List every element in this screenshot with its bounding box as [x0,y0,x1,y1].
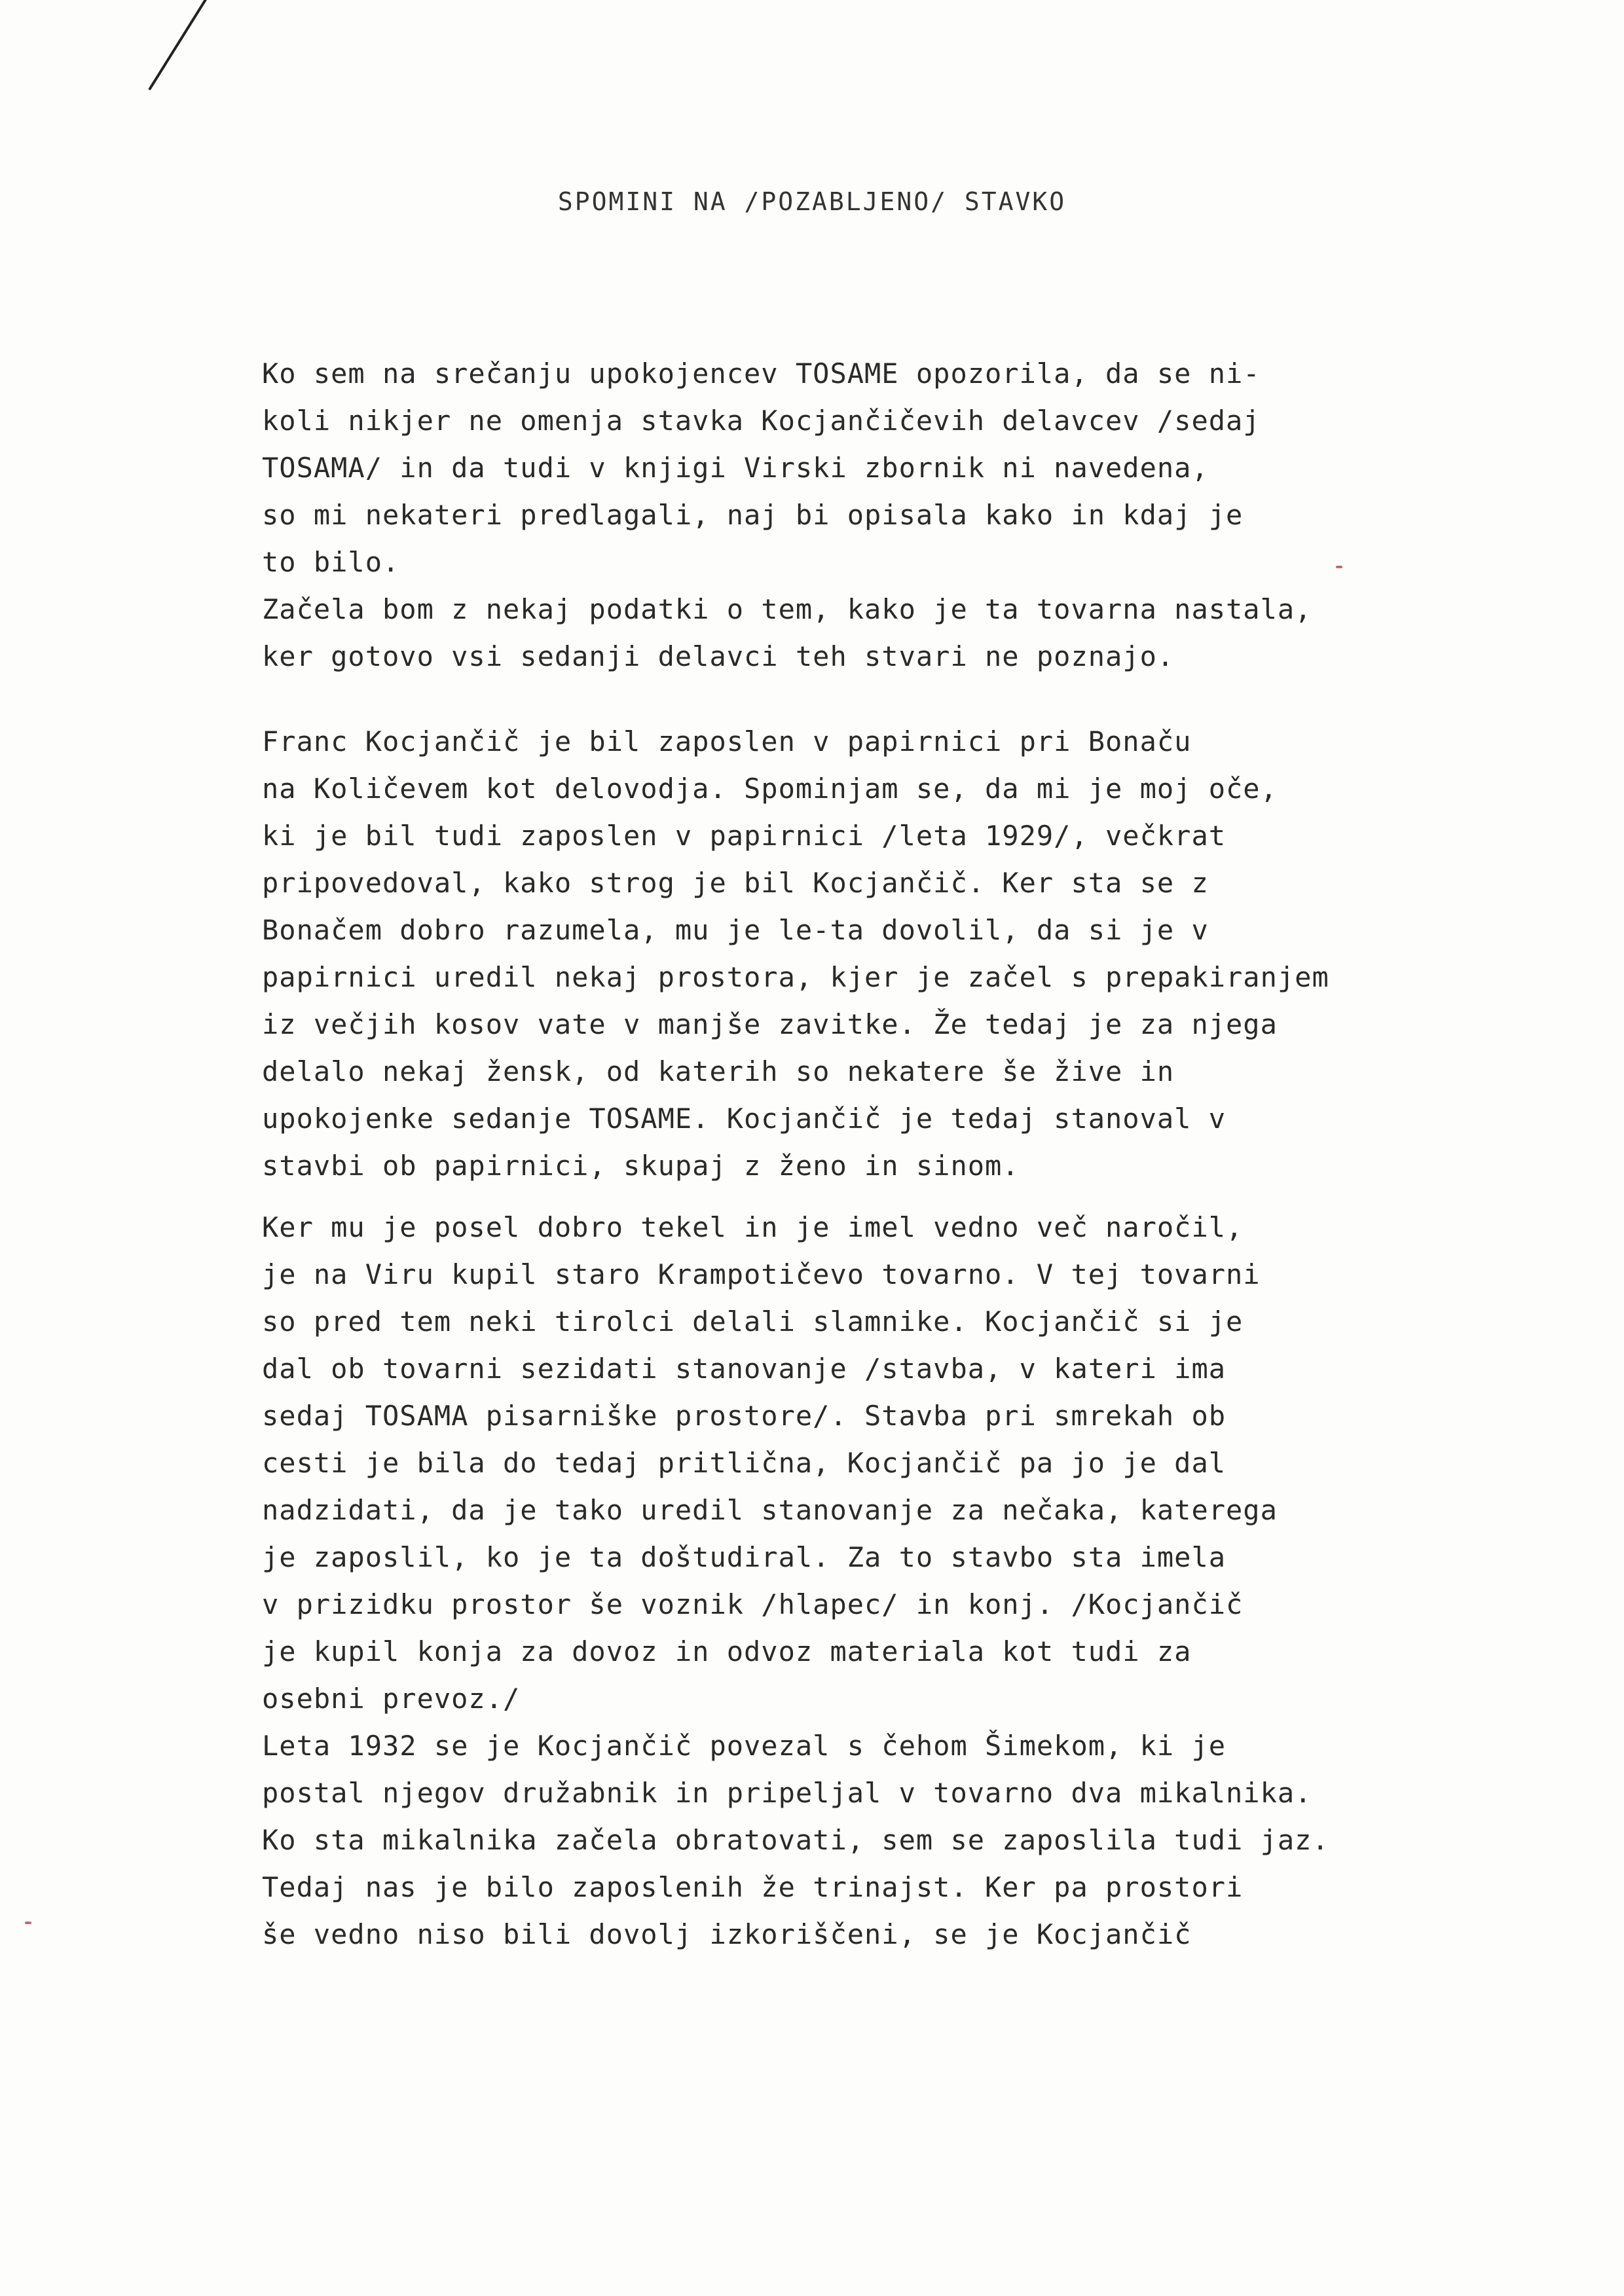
text-line: osebni prevoz./ [262,1683,521,1715]
text-line: je na Viru kupil staro Krampotičevo tovarno. V tej tovarni [262,1258,1261,1290]
text-line: Leta 1932 se je Kocjančič povezal s čehom Šimekom, ki je [262,1730,1227,1762]
document-title: SPOMINI NA /POZABLJENO/ STAVKO [557,187,1067,216]
text-line: je kupil konja za dovoz in odvoz materiala kot tudi za [262,1635,1192,1667]
text-line: TOSAMA/ in da tudi v knjigi Virski zbornik ni navedena, [262,452,1209,484]
text-line: na Količevem kot delovodja. Spominjam se, da mi je moj oče, [262,773,1278,805]
text-line: to bilo. [262,546,400,578]
text-line: cesti je bila do tedaj pritlična, Kocjančič pa jo je dal [262,1447,1227,1479]
paragraph [262,718,1559,1190]
text-line: je zaposlil, ko je ta doštudiral. Za to stavbo sta imela [262,1541,1227,1573]
text-line: delalo nekaj žensk, od katerih so nekatere še žive in [262,1055,1175,1087]
text-line: koli nikjer ne omenja stavka Kocjančičevih delavcev /sedaj [262,405,1261,437]
text-line: so pred tem neki tirolci delali slamnike. Kocjančič si je [262,1305,1244,1338]
text-line: Ko sta mikalnika začela obratovati, sem se zaposlila tudi jaz. [262,1824,1329,1856]
text-line: Ko sem na srečanju upokojencev TOSAME opozorila, da se ni- [262,357,1261,390]
text-line: še vedno niso bili dovolj izkoriščeni, se je Kocjančič [262,1918,1192,1950]
text-line: Franc Kocjančič je bil zaposlen v papirnici pri Bonaču [262,725,1192,757]
text-line: dal ob tovarni sezidati stanovanje /stavba, v kateri ima [262,1353,1227,1385]
text-line: iz večjih kosov vate v manjše zavitke. Že tedaj je za njega [262,1008,1278,1040]
text-line: Tedaj nas je bilo zaposlenih že trinajst. Ker pa prostori [262,1871,1244,1903]
text-line: nadzidati, da je tako uredil stanovanje za nečaka, katerega [262,1494,1278,1526]
text-line: v prizidku prostor še voznik /hlapec/ in konj. /Kocjančič [262,1588,1244,1620]
text-line: ker gotovo vsi sedanji delavci teh stvari ne poznajo. [262,640,1175,672]
ink-speck [25,1922,31,1924]
paragraph [262,350,1559,680]
text-line: sedaj TOSAMA pisarniške prostore/. Stavba pri smrekah ob [262,1400,1227,1432]
text-line: upokojenke sedanje TOSAME. Kocjančič je tedaj stanoval v [262,1102,1227,1135]
paragraph [262,1204,1559,1958]
text-line: pripovedoval, kako strog je bil Kocjančič. Ker sta se z [262,867,1209,899]
document-body [262,350,1559,1958]
text-line: postal njegov družabnik in pripeljal v tovarno dva mikalnika. [262,1777,1312,1809]
text-line: ki je bil tudi zaposlen v papirnici /leta 1929/, večkrat [262,820,1227,852]
text-line: Začela bom z nekaj podatki o tem, kako je ta tovarna nastala, [262,593,1312,625]
text-line: so mi nekateri predlagali, naj bi opisala kako in kdaj je [262,499,1244,531]
text-line: papirnici uredil nekaj prostora, kjer je začel s prepakiranjem [262,961,1329,993]
text-line: Bonačem dobro razumela, mu je le-ta dovolil, da si je v [262,914,1209,946]
text-line: Ker mu je posel dobro tekel in je imel vedno več naročil, [262,1211,1244,1243]
pen-stroke-mark [148,0,213,90]
text-line: stavbi ob papirnici, skupaj z ženo in sinom. [262,1150,1020,1182]
